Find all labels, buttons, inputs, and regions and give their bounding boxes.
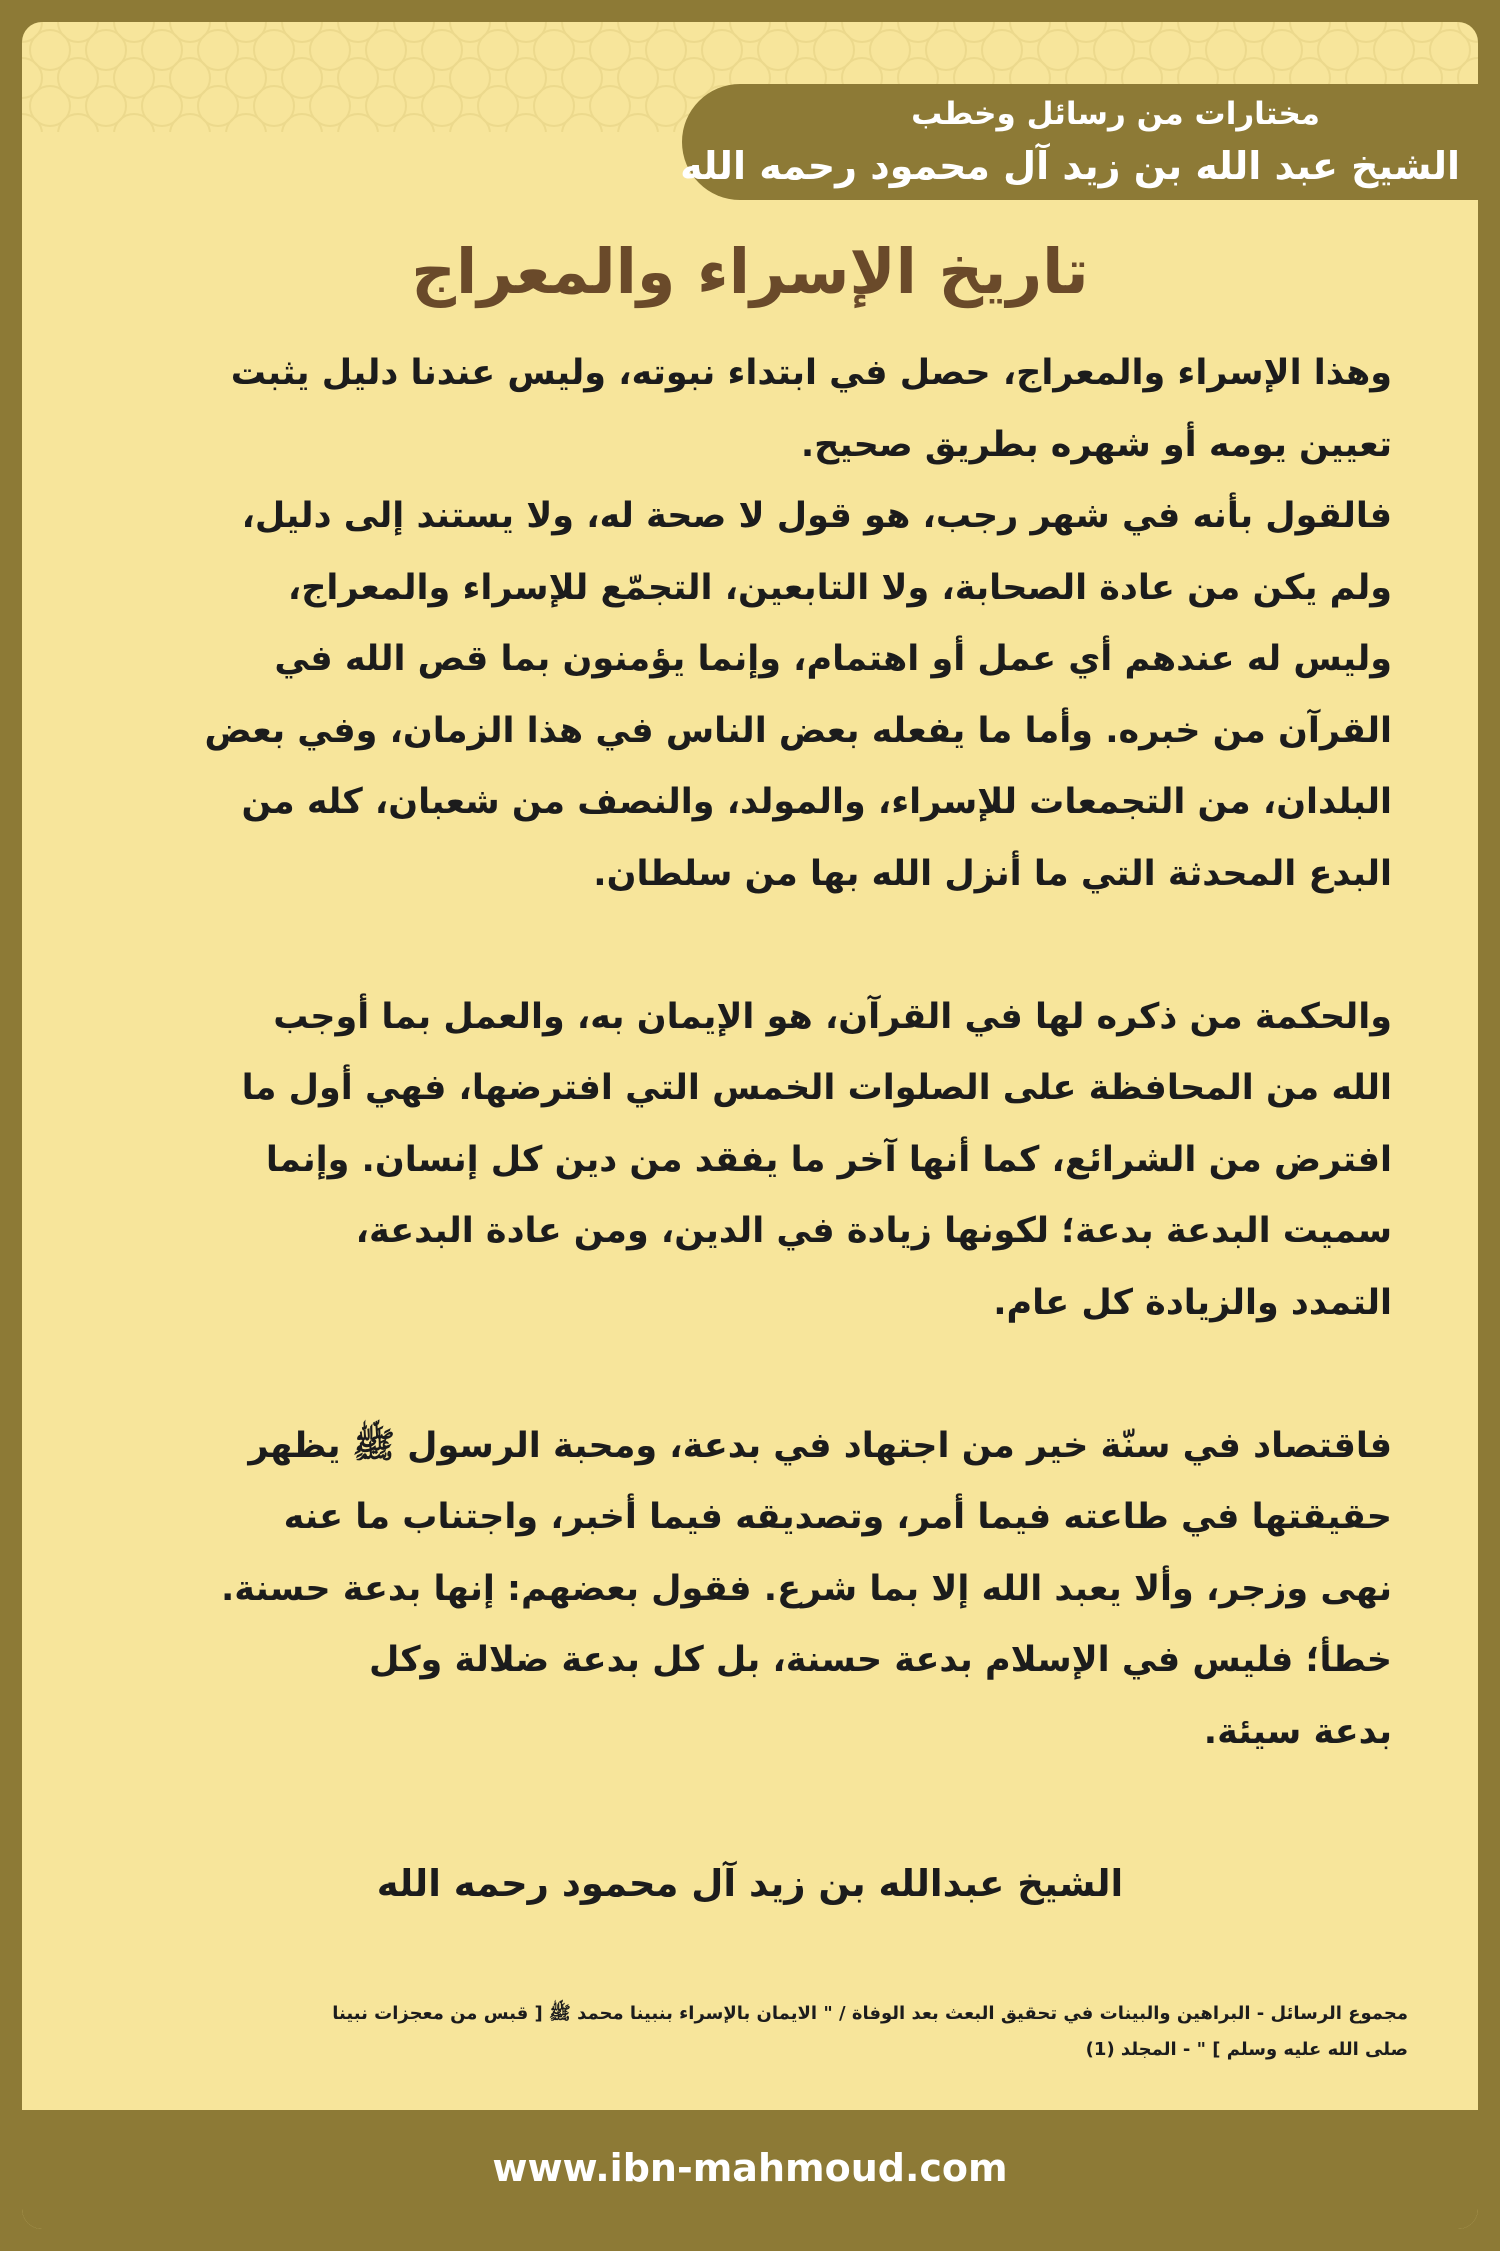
body-line: القرآن من خبره. وأما ما يفعله بعض الناس في هذا الزمان، وفي بعض — [204, 710, 1392, 751]
header-band — [682, 84, 1478, 200]
poster — [22, 22, 1478, 2229]
paragraph-gap — [108, 910, 1392, 982]
body-line: نهى وزجر، وألا يعبد الله إلا بما شرع. فقول بعضهم: إنها بدعة حسنة. — [220, 1568, 1392, 1609]
body-line: خطأ؛ فليس في الإسلام بدعة حسنة، بل كل بدعة ضلالة وكل — [368, 1640, 1392, 1680]
body-line: البلدان، من التجمعات للإسراء، والمولد، والنصف من شعبان، كله من — [241, 782, 1392, 822]
header-author-name: الشيخ عبد الله بن زيد آل محمود رحمه الله — [680, 144, 1460, 188]
body-line: بدعة سيئة. — [1203, 1711, 1392, 1752]
header-series-title: مختارات من رسائل وخطب — [911, 96, 1320, 132]
body-line: الله من المحافظة على الصلوات الخمس التي افترضها، فهي أول ما — [241, 1068, 1392, 1108]
signature: الشيخ عبدالله بن زيد آل محمود رحمه الله — [376, 1862, 1124, 1905]
body-line: سميت البدعة بدعة؛ لكونها زيادة في الدين، ومن عادة البدعة، — [355, 1211, 1392, 1251]
paragraph-gap — [108, 1339, 1392, 1411]
article-body — [108, 338, 1392, 1768]
body-line: والحكمة من ذكره لها في القرآن، هو الإيمان به، والعمل بما أوجب — [273, 996, 1392, 1037]
reference-line: صلى الله عليه وسلم ] " - المجلد (1) — [1085, 2039, 1408, 2060]
body-line: وليس له عندهم أي عمل أو اهتمام، وإنما يؤمنون بما قص الله في — [274, 639, 1392, 679]
body-line: تعيين يومه أو شهره بطريق صحيح. — [800, 424, 1392, 465]
reference-line: مجموع الرسائل - البراهين والبينات في تحقيق البعث بعد الوفاة / " الايمان بالإسراء بنبينا محمد ﷺ [ قبس من معجزات نبينا — [332, 2003, 1408, 2024]
body-line: افترض من الشرائع، كما أنها آخر ما يفقد من دين كل إنسان. وإنما — [265, 1139, 1392, 1180]
body-line: التمدد والزيادة كل عام. — [993, 1282, 1392, 1323]
body-line: البدع المحدثة التي ما أنزل الله بها من سلطان. — [593, 853, 1392, 894]
body-line: وهذا الإسراء والمعراج، حصل في ابتداء نبوته، وليس عندنا دليل يثبت — [230, 353, 1392, 393]
body-line: فالقول بأنه في شهر رجب، هو قول لا صحة له، ولا يستند إلى دليل، — [241, 496, 1392, 536]
website-link[interactable]: www.ibn-mahmoud.com — [492, 2146, 1008, 2190]
footer-band — [22, 2110, 1478, 2229]
page-title: تاريخ الإسراء والمعراج — [411, 235, 1089, 308]
source-reference — [92, 1996, 1408, 2068]
body-line: حقيقتها في طاعته فيما أمر، وتصديقه فيما أخبر، واجتناب ما عنه — [283, 1497, 1392, 1537]
body-line: ولم يكن من عادة الصحابة، ولا التابعين، التجمّع للإسراء والمعراج، — [287, 567, 1392, 608]
body-line: فاقتصاد في سنّة خير من اجتهاد في بدعة، ومحبة الرسول ﷺ يظهر — [248, 1425, 1392, 1466]
